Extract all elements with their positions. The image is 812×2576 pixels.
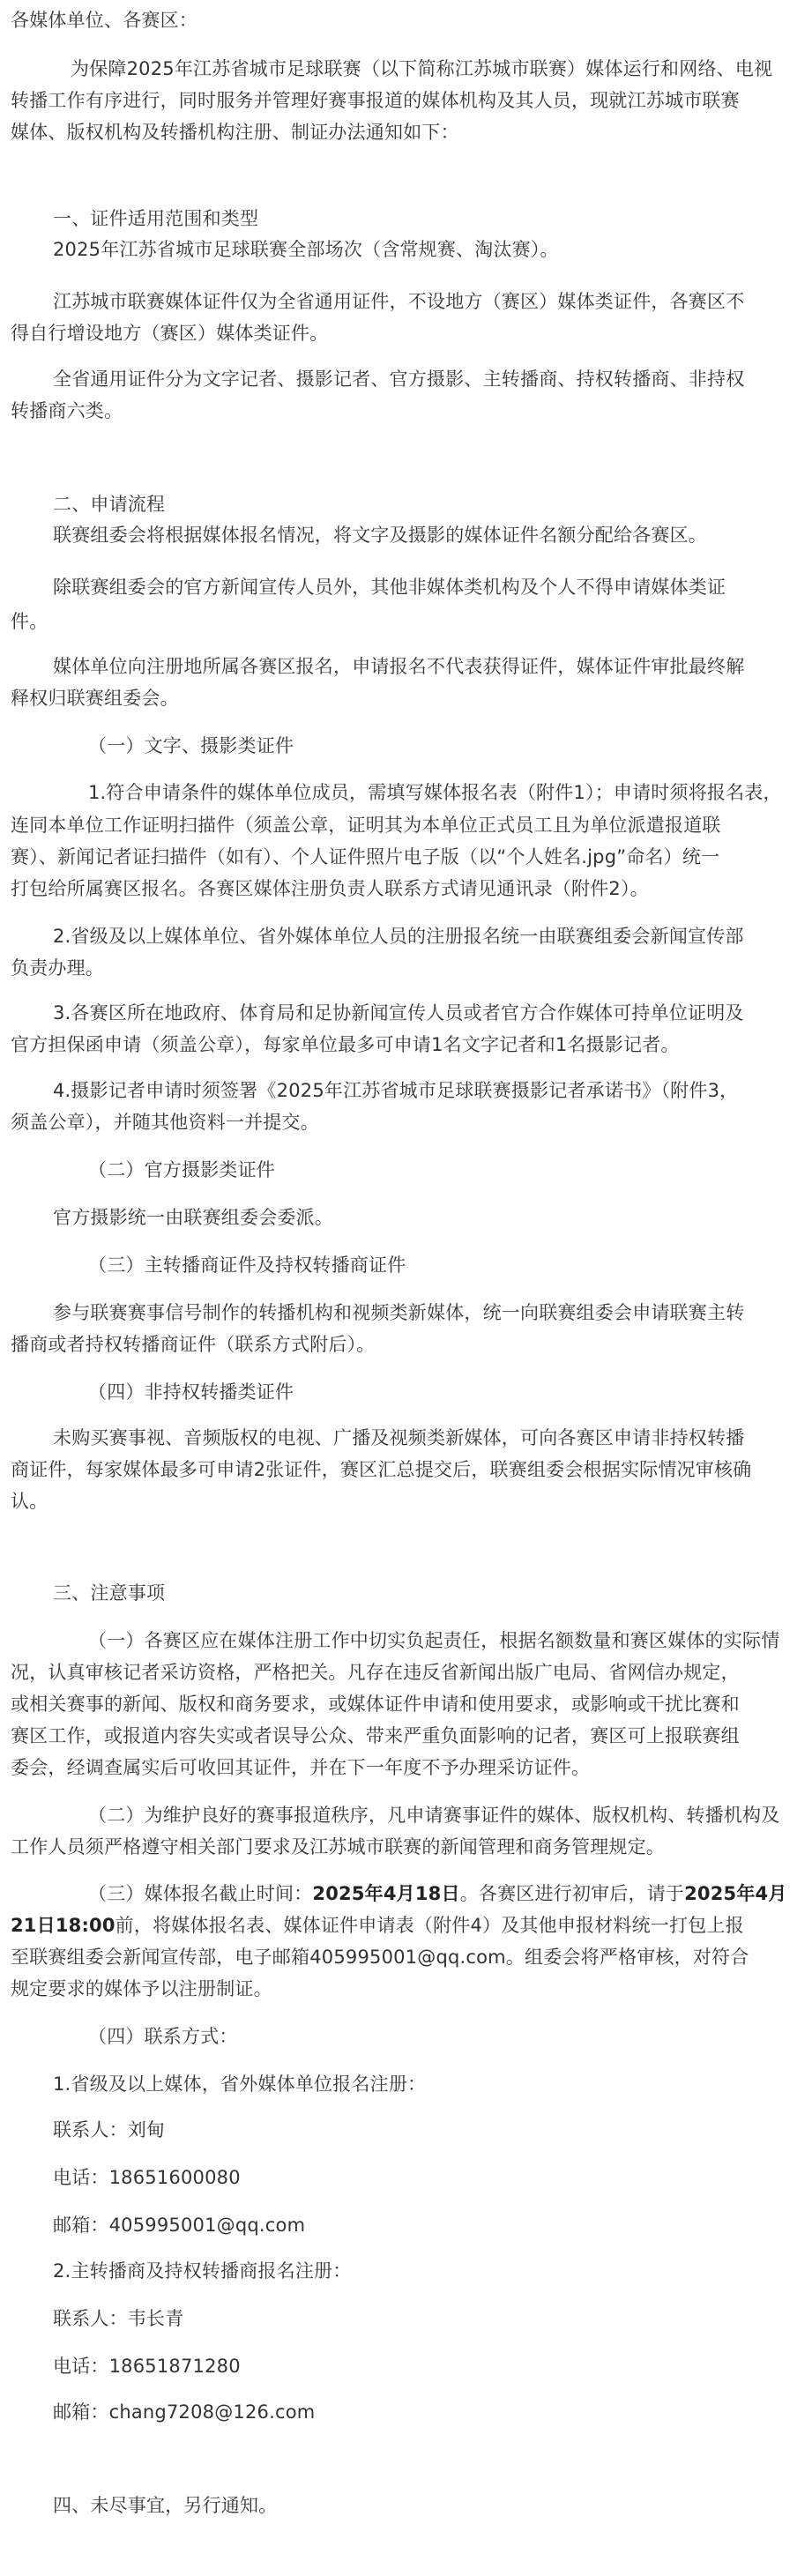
contact-1-name: 联系人：刘甸: [53, 2119, 166, 2140]
contact-1-email: 邮箱：405995001@qq.com: [53, 2215, 306, 2236]
contact-1-phone: 电话：18651600080: [53, 2167, 241, 2188]
intro-line-2: 转播工作有序进行，同时服务并管理好赛事报道的媒体机构及其人员，现就江苏城市联赛: [11, 90, 740, 111]
s2-para-1: 联赛组委会将根据媒体报名情况，将文字及摄影的媒体证件名额分配给各赛区。: [53, 525, 707, 546]
note-1-line-2: 况，认真审核记者采访资格，严格把关。凡存在违反省新闻出版广电局、省网信办规定，: [11, 1662, 740, 1683]
greeting: 各媒体单位、各赛区：: [11, 10, 197, 31]
s2-para-3-line-2: 释权归联赛组委会。: [11, 688, 179, 709]
sub-1-item-2-line-2: 负责办理。: [11, 957, 104, 979]
note-2-line-2: 工作人员须严格遵守相关部门要求及江苏城市联赛的新闻管理和商务管理规定。: [11, 1836, 665, 1858]
note-3-line-2: [11, 1912, 744, 1939]
note-1-line-1: （一）各赛区应在媒体注册工作中切实负起责任，根据名额数量和赛区媒体的实际情: [88, 1630, 780, 1651]
s1-para-3-line-2: 转播商六类。: [11, 400, 123, 421]
s1-para-3-line-1: 全省通用证件分为文字记者、摄影记者、官方摄影、主转播商、持权转播商、非持权: [53, 369, 745, 390]
contact-2-name: 联系人：韦长青: [53, 2308, 184, 2329]
contact-title: （四）联系方式：: [88, 2026, 238, 2047]
sub-3-para-line-2: 播商或者持权转播商证件（联系方式附后）。: [11, 1334, 376, 1355]
section-3-heading: 三、注意事项: [53, 1582, 166, 1604]
s1-para-2-line-2: 得自行增设地方（赛区）媒体类证件。: [11, 323, 329, 344]
sub-1-item-1-line-3: 赛）、新闻记者证扫描件（如有）、个人证件照片电子版（以“个人姓名.jpg”命名）统一: [11, 846, 720, 867]
deadline-text: 。各赛区进行初审后，请于: [459, 1883, 685, 1904]
submit-date-part-2: 21日18:00: [11, 1915, 115, 1936]
sub-3-para-line-1: 参与联赛赛事信号制作的转播机构和视频类新媒体，统一向联赛组委会申请联赛主转: [53, 1302, 745, 1323]
intro-line-1: 为保障2025年江苏省城市足球联赛（以下简称江苏城市联赛）媒体运行和网络、电视: [71, 58, 773, 79]
intro-line-3: 媒体、版权机构及转播机构注册、制证办法通知如下：: [11, 122, 459, 143]
sub-4-title: （四）非持权转播类证件: [88, 1381, 294, 1403]
sub-1-item-1-line-1: 1.符合申请条件的媒体单位成员，需填写媒体报名表（附件1）；申请时须将报名表，: [88, 782, 782, 803]
sub-1-item-1-line-4: 打包给所属赛区报名。各赛区媒体注册负责人联系方式请见通讯录（附件2）。: [11, 878, 649, 899]
s2-para-3-line-1: 媒体单位向注册地所属各赛区报名，申请报名不代表获得证件，媒体证件审批最终解: [53, 656, 745, 677]
section-1-heading: 一、证件适用范围和类型: [53, 208, 259, 229]
contact-group-2: 2.主转播商及持权转播商报名注册：: [53, 2260, 352, 2282]
section-2-heading: 二、申请流程: [53, 494, 166, 515]
note-2-line-1: （二）为维护良好的赛事报道秩序，凡申请赛事证件的媒体、版权机构、转播机构及: [88, 1805, 780, 1826]
sub-1-item-4-line-2: 须盖公章），并随其他资料一并提交。: [11, 1112, 319, 1133]
sub-1-item-4-line-1: 4.摄影记者申请时须签署《2025年江苏省城市足球联赛摄影记者承诺书》（附件3，: [53, 1080, 739, 1101]
s2-para-2-line-1: 除联赛组委会的官方新闻宣传人员外，其他非媒体类机构及个人不得申请媒体类证: [53, 577, 726, 598]
deadline-label: （三）媒体报名截止时间：: [88, 1883, 313, 1904]
s1-para-2-line-1: 江苏城市联赛媒体证件仅为全省通用证件，不设地方（赛区）媒体类证件，各赛区不: [53, 291, 745, 312]
s1-para-1: 2025年江苏省城市足球联赛全部场次（含常规赛、淘汰赛）。: [53, 239, 559, 260]
sub-1-item-2-line-1: 2.省级及以上媒体单位、省外媒体单位人员的注册报名统一由联赛组委会新闻宣传部: [53, 926, 744, 947]
sub-4-para-line-3: 认。: [11, 1491, 48, 1512]
note-1-line-3: 或相关赛事的新闻、版权和商务要求，或媒体证件申请和使用要求，或影响或干扰比赛和: [11, 1694, 740, 1715]
contact-group-1: 1.省级及以上媒体，省外媒体单位报名注册：: [53, 2073, 427, 2095]
sub-1-item-3-line-1: 3.各赛区所在地政府、体育局和足协新闻宣传人员或者官方合作媒体可持单位证明及: [53, 1002, 744, 1024]
contact-2-phone: 电话：18651871280: [53, 2356, 241, 2377]
note-1-line-4: 赛区工作，或报道内容失实或者误导公众、带来严重负面影响的记者，赛区可上报联赛组: [11, 1725, 740, 1746]
sub-2-para: 官方摄影统一由联赛组委会委派。: [53, 1207, 333, 1228]
deadline-date: 2025年4月18日: [312, 1883, 460, 1904]
submit-date-part-1: 2025年4月: [684, 1883, 787, 1904]
sub-4-para-line-2: 商证件，每家媒体最多可申请2张证件，赛区汇总提交后，联赛组委会根据实际情况审核确: [11, 1459, 752, 1480]
s2-para-2-line-2: 件。: [11, 611, 48, 632]
section-4-heading: 四、未尽事宜，另行通知。: [53, 2495, 278, 2516]
note-3-line-1: [88, 1880, 787, 1907]
sub-3-title: （三）主转播商证件及持权转播商证件: [88, 1254, 406, 1276]
note-3-line-3: 至联赛组委会新闻宣传部，电子邮箱405995001@qq.com。组委会将严格审核，对符合: [11, 1947, 749, 1968]
sub-4-para-line-1: 未购买赛事视、音频版权的电视、广播及视频类新媒体，可向各赛区申请非持权转播: [53, 1427, 745, 1448]
note-1-line-5: 委会，经调查属实后可收回其证件，并在下一年度不予办理采访证件。: [11, 1757, 591, 1778]
sub-1-item-1-line-2: 连同本单位工作证明扫描件（须盖公章，证明其为本单位正式员工且为单位派遣报道联: [11, 815, 721, 836]
sub-1-item-3-line-2: 官方担保函申请（须盖公章），每家单位最多可申请1名文字记者和1名摄影记者。: [11, 1034, 680, 1055]
sub-1-title: （一）文字、摄影类证件: [88, 735, 294, 756]
sub-2-title: （二）官方摄影类证件: [88, 1159, 275, 1180]
submit-text: 前，将媒体报名表、媒体证件申请表（附件4）及其他申报材料统一打包上报: [115, 1915, 744, 1936]
note-3-line-4: 规定要求的媒体予以注册制证。: [11, 1978, 272, 1999]
contact-2-email: 邮箱：chang7208@126.com: [53, 2401, 316, 2423]
